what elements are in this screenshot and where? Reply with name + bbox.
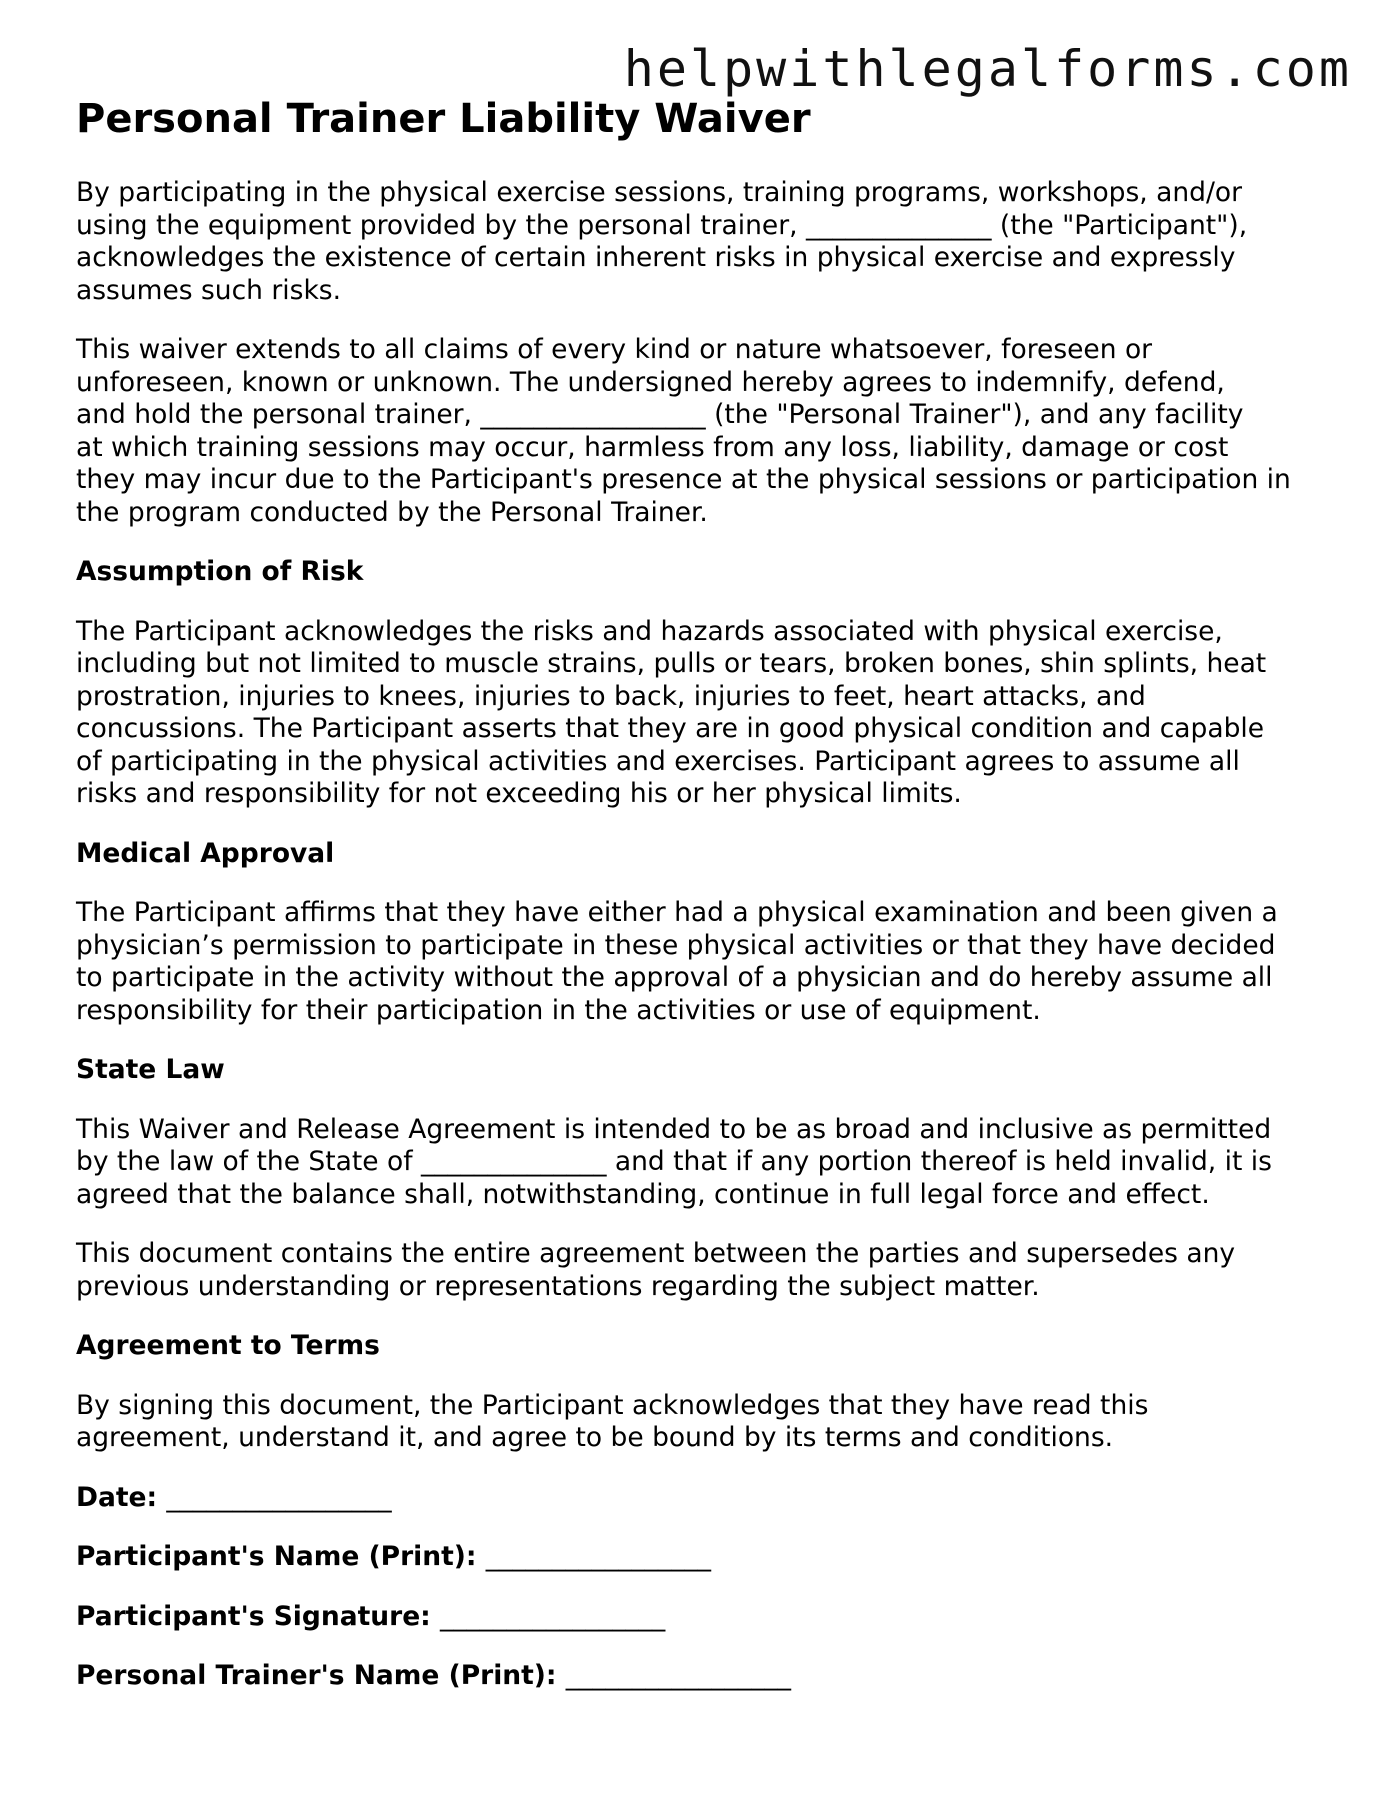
date-label: Date: [76, 1481, 158, 1513]
agreement-to-terms-paragraph: By signing this document, the Participant acknowledges that they have read this agreement, understand it, and agree to be bound by its terms and conditions. [76, 1389, 1149, 1453]
agreement-to-terms-heading: Agreement to Terms [76, 1330, 380, 1361]
entire-agreement-paragraph: This document contains the entire agreement between the parties and supersedes any previous understanding or representations regarding the subject matter. [76, 1238, 1236, 1302]
participant-name-label: Participant's Name (Print): [76, 1541, 477, 1572]
medical-approval-heading: Medical Approval [76, 837, 335, 869]
date-field [76, 1482, 1316, 1515]
waiver-paragraph: This waiver extends to all claims of every kind or nature whatsoever, foreseen or unforeseen, known or unknown. The undersigned hereby agrees to indemnify, defend, and hold the personal trainer, _________________ (the "Personal Trainer"), and any facility at which training sessions may occur, harmless from any loss, liability, damage or cost they may incur due to the Participant's presence at the physical sessions or participation in the program conducted by the Personal Trainer. [76, 334, 1291, 528]
trainer-name-blank[interactable]: _________________ [565, 1660, 792, 1691]
state-law-heading: State Law [76, 1054, 225, 1085]
assumption-of-risk-paragraph: The Participant acknowledges the risks and hazards associated with physical exercise, including but not limited to muscle strains, pulls or tears, broken bones, shin splints, heat prostration, injuries to knees, injuries to back, injuries to feet, heart attacks, and concussions. The Participant asserts that they are in good physical condition and capable of participating in the physical activities and exercises. Participant agrees to assume all risks and responsibility for not exceeding his or her physical limits. [76, 615, 1267, 809]
site-watermark: helpwithlegalforms.com [623, 40, 1352, 98]
participant-signature-field [76, 1601, 1316, 1634]
document-page [76, 96, 1316, 1720]
trainer-name-field [76, 1660, 1316, 1693]
participant-signature-label: Participant's Signature: [76, 1600, 431, 1632]
trainer-name-label: Personal Trainer's Name (Print): [76, 1660, 557, 1691]
participant-name-field [76, 1541, 1316, 1574]
state-law-paragraph: This Waiver and Release Agreement is intended to be as broad and inclusive as permitted by the law of the State of ______________ and that if any portion thereof is held invalid, it is agreed that the balance shall, notwithstanding, continue in full legal force and effect. [76, 1113, 1272, 1210]
date-blank[interactable]: _________________ [166, 1481, 392, 1513]
intro-paragraph: By participating in the physical exercise sessions, training programs, workshops, and/or using the equipment provided by the personal trainer, ______________ (the "Participant"), acknowledges the existence of certain inherent risks in physical exercise and expressly assumes such risks. [76, 177, 1248, 306]
participant-signature-blank[interactable]: _________________ [440, 1600, 666, 1632]
assumption-of-risk-heading: Assumption of Risk [76, 556, 364, 587]
participant-name-blank[interactable]: _________________ [485, 1541, 711, 1572]
document-title: Personal Trainer Liability Waiver [76, 96, 811, 142]
medical-approval-paragraph: The Participant affirms that they have either had a physical examination and been given a physician’s permission to participate in these physical activities or that they have decided to participate in the activity without the approval of a physician and do hereby assume all responsibility for their participation in the activities or use of equipment. [76, 897, 1278, 1026]
